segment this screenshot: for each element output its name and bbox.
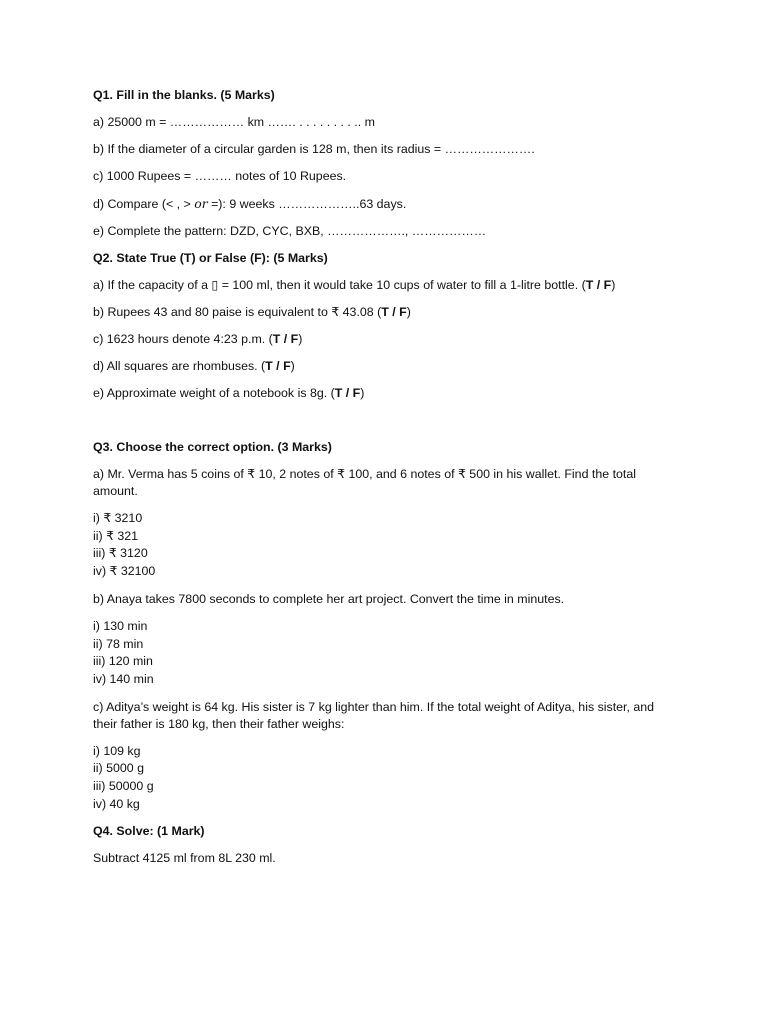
q2-item-d: [93, 358, 673, 375]
q1-item-b: b) If the diameter of a circular garden is 128 m, then its radius = ………………….: [93, 142, 535, 156]
q1-title: Q1. Fill in the blanks. (5 Marks): [93, 88, 275, 102]
q3-question-c: c) Aditya’s weight is 64 kg. His sister is 7 kg lighter than him. If the total weight of Aditya, his sister, and their father is 180 kg, then their father weighs:: [93, 699, 655, 731]
q3-b-option-1: i) 130 min: [93, 618, 148, 633]
q2-item-e: [93, 385, 673, 402]
q3-question-a: a) Mr. Verma has 5 coins of ₹ 10, 2 notes of ₹ 100, and 6 notes of ₹ 500 in his wallet. Find the total amount.: [93, 467, 636, 498]
q3-b-option-2: ii) 78 min: [93, 636, 144, 651]
q3-b-option-4: iv) 140 min: [93, 671, 154, 686]
q2-item-b-text: b) Rupees 43 and 80 paise is equivalent to ₹ 43.08 (: [93, 305, 382, 319]
q3-b-option-3: iii) 120 min: [93, 654, 153, 669]
q3-c-option-1: i) 109 kg: [93, 743, 141, 758]
q3-c-option-3: iii) 50000 g: [93, 779, 154, 794]
q1-item-d: [93, 195, 673, 213]
q2-item-b: [93, 304, 673, 321]
q1-item-a: a) 25000 m = ……………… km ……. . . . . . . . . .. m: [93, 115, 375, 129]
q2-item-e-text: e) Approximate weight of a notebook is 8g. (: [93, 386, 335, 400]
q2-title: Q2. State True (T) or False (F): (5 Marks): [93, 251, 328, 265]
q2-item-b-tf: T / F: [381, 305, 407, 319]
q2-item-a: [93, 277, 673, 294]
q2-item-c-tf: T / F: [272, 332, 299, 346]
q4-text: Subtract 4125 ml from 8L 230 ml.: [93, 851, 276, 866]
q3-title: Q3. Choose the correct option. (3 Marks): [93, 440, 332, 454]
q2-item-e-close: ): [360, 386, 365, 400]
q2-item-d-tf: T / F: [265, 359, 291, 373]
q3-options-b: [93, 618, 673, 689]
q3-a-option-3: iii) ₹ 3120: [93, 546, 148, 561]
worksheet: [93, 87, 673, 877]
q3-question-b: b) Anaya takes 7800 seconds to complete her art project. Convert the time in minutes.: [93, 591, 565, 606]
q2-item-d-close: ): [290, 359, 295, 373]
q2-item-e-tf: T / F: [334, 386, 361, 400]
q2-item-a-text: a) If the capacity of a ▯ = 100 ml, then it would take 10 cups of water to fill a 1-litre bottle. (: [93, 278, 586, 292]
q3-c-option-4: iv) 40 kg: [93, 796, 140, 811]
q1-item-c: c) 1000 Rupees = ……… notes of 10 Rupees.: [93, 169, 347, 183]
q2-item-c-close: ): [298, 332, 303, 346]
q4-title: Q4. Solve: (1 Mark): [93, 824, 205, 839]
q2-item-a-tf: T / F: [585, 278, 612, 292]
q3-options-c: [93, 743, 673, 814]
q2-item-c: [93, 331, 673, 348]
q3-c-option-2: ii) 5000 g: [93, 761, 144, 776]
section-spacer: [93, 412, 673, 439]
q1-item-e: e) Complete the pattern: DZD, CYC, BXB, ………………., ………………: [93, 224, 487, 238]
q1-item-d-suffix: =): 9 weeks ………………..63 days.: [207, 197, 407, 211]
q1-item-d-or: or: [194, 196, 208, 211]
q3-options-a: [93, 510, 673, 581]
q3-a-option-1: i) ₹ 3210: [93, 511, 143, 525]
q2-item-d-text: d) All squares are rhombuses. (: [93, 359, 266, 373]
q1-item-d-prefix: d) Compare (< , >: [93, 197, 195, 211]
q3-a-option-4: iv) ₹ 32100: [93, 564, 156, 579]
q3-a-option-2: ii) ₹ 321: [93, 528, 139, 543]
q2-item-a-close: ): [611, 278, 616, 292]
q2-item-b-close: ): [406, 305, 411, 319]
q2-item-c-text: c) 1623 hours denote 4:23 p.m. (: [93, 332, 273, 346]
